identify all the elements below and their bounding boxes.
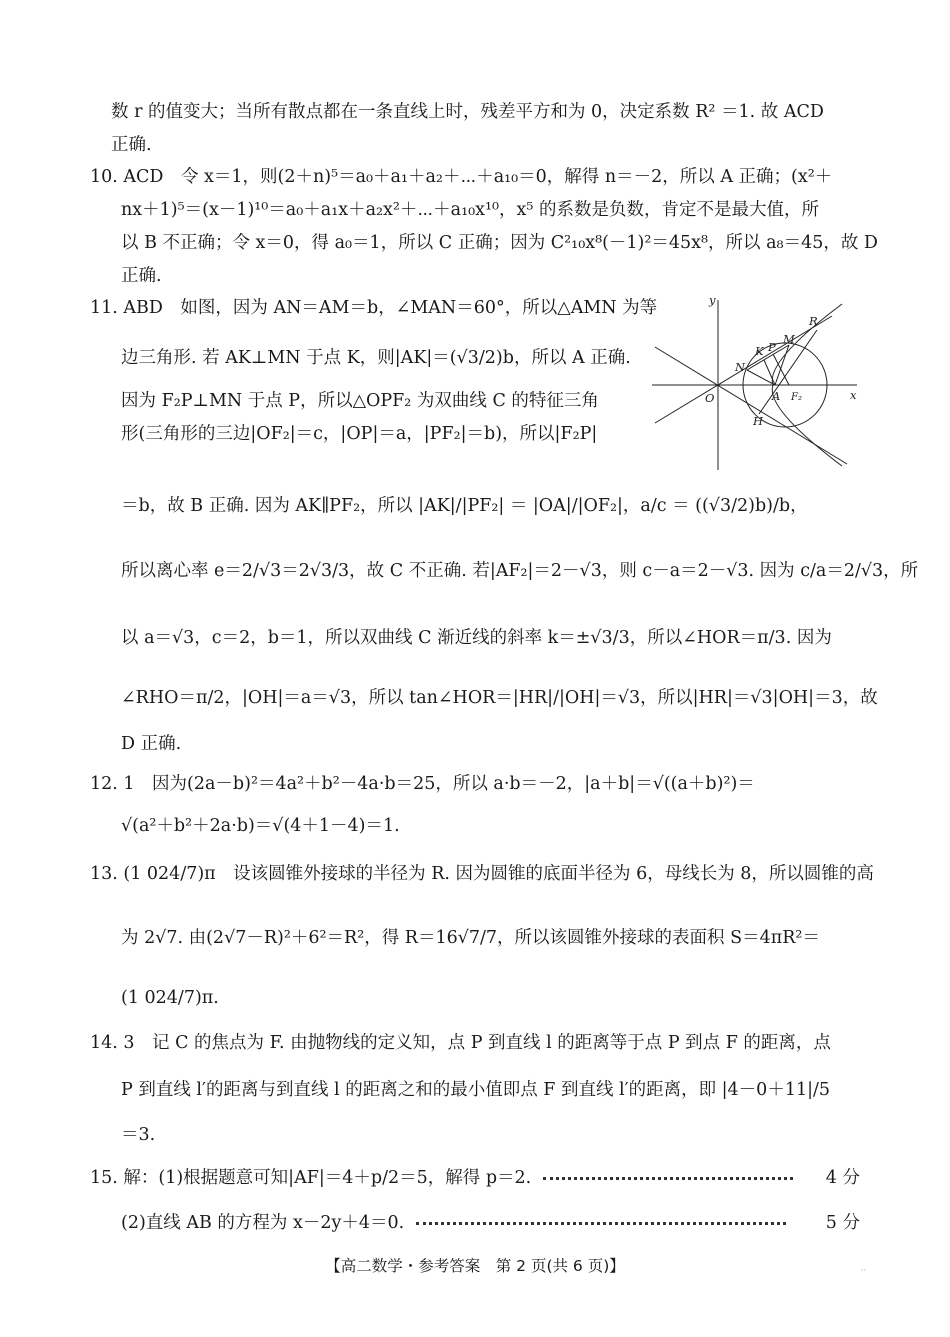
- answer-15-line-1: [90, 1170, 860, 1188]
- label-N: N: [735, 360, 746, 374]
- score-label: 4 分: [825, 1168, 860, 1188]
- text-line: D 正确.: [121, 734, 182, 754]
- page-mark: ··: [860, 1266, 866, 1275]
- text-line: ＝b，故 B 正确. 因为 AK∥PF₂，所以 |AK|/|PF₂| ＝ |OA|/|OF₂|，a/c ＝ ((√3/2)b)/b，: [121, 496, 808, 516]
- text-line: 数 r 的值变大；当所有散点都在一条直线上时，残差平方和为 0，决定系数 R² ＝1. 故 ACD: [111, 102, 824, 122]
- text-line: 所以离心率 e＝2/√3＝2√3/3，故 C 不正确. 若|AF₂|＝2－√3，则 c－a＝2－√3. 因为 c/a＝2/√3，所: [121, 561, 919, 581]
- text-line: ∠RHO＝π/2，|OH|＝a＝√3，所以 tan∠HOR＝|HR|/|OH|＝√3，所以|HR|＝√3|OH|＝3，故: [121, 688, 878, 708]
- label-P: P: [768, 340, 776, 354]
- segment-AN: [747, 370, 775, 385]
- label-A: A: [772, 389, 781, 403]
- answer-10-line: 10. ACD 令 x＝1，则(2＋n)⁵＝a₀＋a₁＋a₂＋⋯＋a₁₀＝0，解得 n＝－2，所以 A 正确；(x²＋: [90, 167, 833, 187]
- label-M: M: [783, 332, 795, 346]
- answer-14-line: 14. 3 记 C 的焦点为 F. 由抛物线的定义知，点 P 到直线 l 的距离等于点 P 到点 F 的距离，点: [90, 1033, 831, 1053]
- answer-15-text: 15. 解：(1)根据题意可知|AF|＝4＋p/2＝5，解得 p＝2.: [90, 1168, 532, 1188]
- page-footer: 【高二数学・参考答案 第 2 页(共 6 页)】: [325, 1257, 625, 1275]
- text-line: √(a²＋b²＋2a·b)＝√(4＋1－4)＝1.: [121, 816, 400, 836]
- text-line: nx＋1)⁵＝(x－1)¹⁰＝a₀＋a₁x＋a₂x²＋⋯＋a₁₀x¹⁰，x⁵ 的系数是负数，肯定不是最大值，所: [121, 200, 819, 220]
- text-line: ＝3.: [121, 1125, 156, 1145]
- score-label: 5 分: [825, 1213, 860, 1233]
- score-leader-dots: [543, 1177, 793, 1180]
- label-H: H: [753, 414, 764, 428]
- answer-11-line: 11. ABD 如图，因为 AN＝AM＝b，∠MAN＝60°，所以△AMN 为等: [90, 298, 658, 318]
- label-O: O: [705, 391, 715, 405]
- label-y: y: [709, 293, 716, 307]
- answer-12-line: 12. 1 因为(2a－b)²＝4a²＋b²－4a·b＝25，所以 a·b＝－2，|a＋b|＝√((a＋b)²)＝: [90, 774, 755, 794]
- text-line: 正确.: [111, 135, 152, 155]
- text-line: 以 B 不正确；令 x＝0，得 a₀＝1，所以 C 正确；因为 C²₁₀x⁸(－1)²＝45x⁸，所以 a₈＝45，故 D: [121, 233, 878, 253]
- label-F2: F₂: [791, 392, 802, 403]
- answer-15-text: (2)直线 AB 的方程为 x－2y＋4＝0.: [121, 1213, 405, 1233]
- answer-13-line: 13. (1 024/7)π 设该圆锥外接球的半径为 R. 因为圆锥的底面半径为 6，母线长为 8，所以圆锥的高: [90, 864, 874, 884]
- text-line: 因为 F₂P⊥MN 于点 P，所以△OPF₂ 为双曲线 C 的特征三角: [121, 391, 599, 411]
- text-line: P 到直线 l′的距离与到直线 l 的距离之和的最小值即点 F 到直线 l′的距离，即 |4－0＋11|/5: [121, 1080, 831, 1100]
- hyperbola-figure: [647, 292, 862, 472]
- text-line: 边三角形. 若 AK⊥MN 于点 K，则|AK|＝(√3/2)b，所以 A 正确.: [121, 348, 631, 368]
- text-line: (1 024/7)π.: [121, 988, 219, 1008]
- label-K: K: [755, 344, 764, 358]
- text-line: 正确.: [121, 266, 162, 286]
- label-R: R: [809, 314, 818, 328]
- text-line: 形(三角形的三边|OF₂|＝c，|OP|＝a，|PF₂|＝b)，所以|F₂P|: [121, 424, 598, 444]
- answer-15-line-2: [121, 1215, 860, 1233]
- score-leader-dots: [416, 1222, 786, 1225]
- label-x: x: [850, 388, 857, 402]
- text-line: 以 a＝√3，c＝2，b＝1，所以双曲线 C 渐近线的斜率 k＝±√3/3，所以∠HOR＝π/3. 因为: [121, 628, 832, 648]
- text-line: 为 2√7. 由(2√7－R)²＋6²＝R²，得 R＝16√7/7，所以该圆锥外接球的表面积 S＝4πR²＝: [121, 928, 820, 948]
